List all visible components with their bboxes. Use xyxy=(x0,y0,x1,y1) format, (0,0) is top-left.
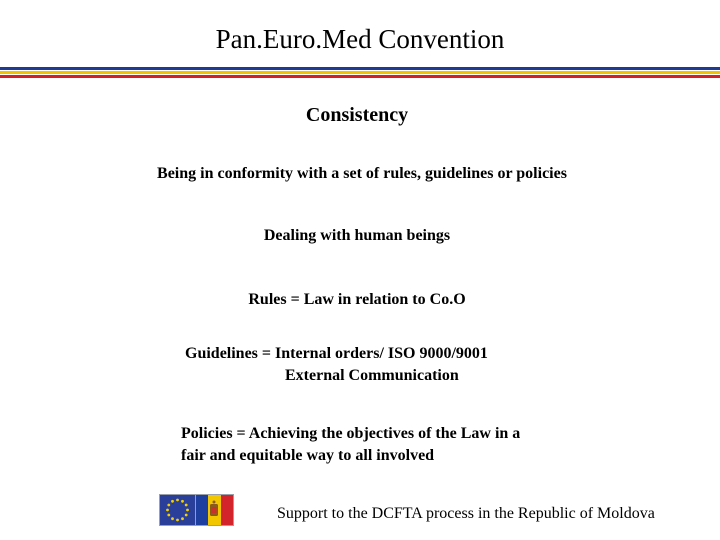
eu-stars-icon xyxy=(160,495,195,525)
slide-heading: Consistency xyxy=(305,104,409,126)
policies-line-1: Policies = Achieving the objectives of the Law in a xyxy=(181,425,521,442)
moldova-flag-yellow xyxy=(208,495,220,525)
guidelines-line-2: External Communication xyxy=(285,367,459,384)
guidelines-line-1: Guidelines = Internal orders/ ISO 9000/9001 xyxy=(185,345,488,362)
slide-title: Pan.Euro.Med Convention xyxy=(215,24,505,54)
divider-stripe-yellow xyxy=(0,71,720,74)
eu-flag-icon xyxy=(159,494,196,526)
tricolor-divider xyxy=(0,67,720,81)
humans-text: Dealing with human beings xyxy=(263,227,451,244)
policies-line-2: fair and equitable way to all involved xyxy=(181,447,435,464)
moldova-flag-blue xyxy=(196,495,208,525)
divider-stripe-blue xyxy=(0,67,720,70)
definition-text: Being in conformity with a set of rules, guidelines or policies xyxy=(157,165,567,182)
rules-text: Rules = Law in relation to Co.O xyxy=(248,291,466,308)
moldova-coat-of-arms-icon xyxy=(208,495,220,525)
moldova-flag-icon xyxy=(196,494,234,526)
divider-stripe-red xyxy=(0,75,720,78)
flags-logo xyxy=(159,494,234,526)
footer-caption: Support to the DCFTA process in the Republic of Moldova xyxy=(277,505,655,522)
moldova-flag-red xyxy=(221,495,233,525)
